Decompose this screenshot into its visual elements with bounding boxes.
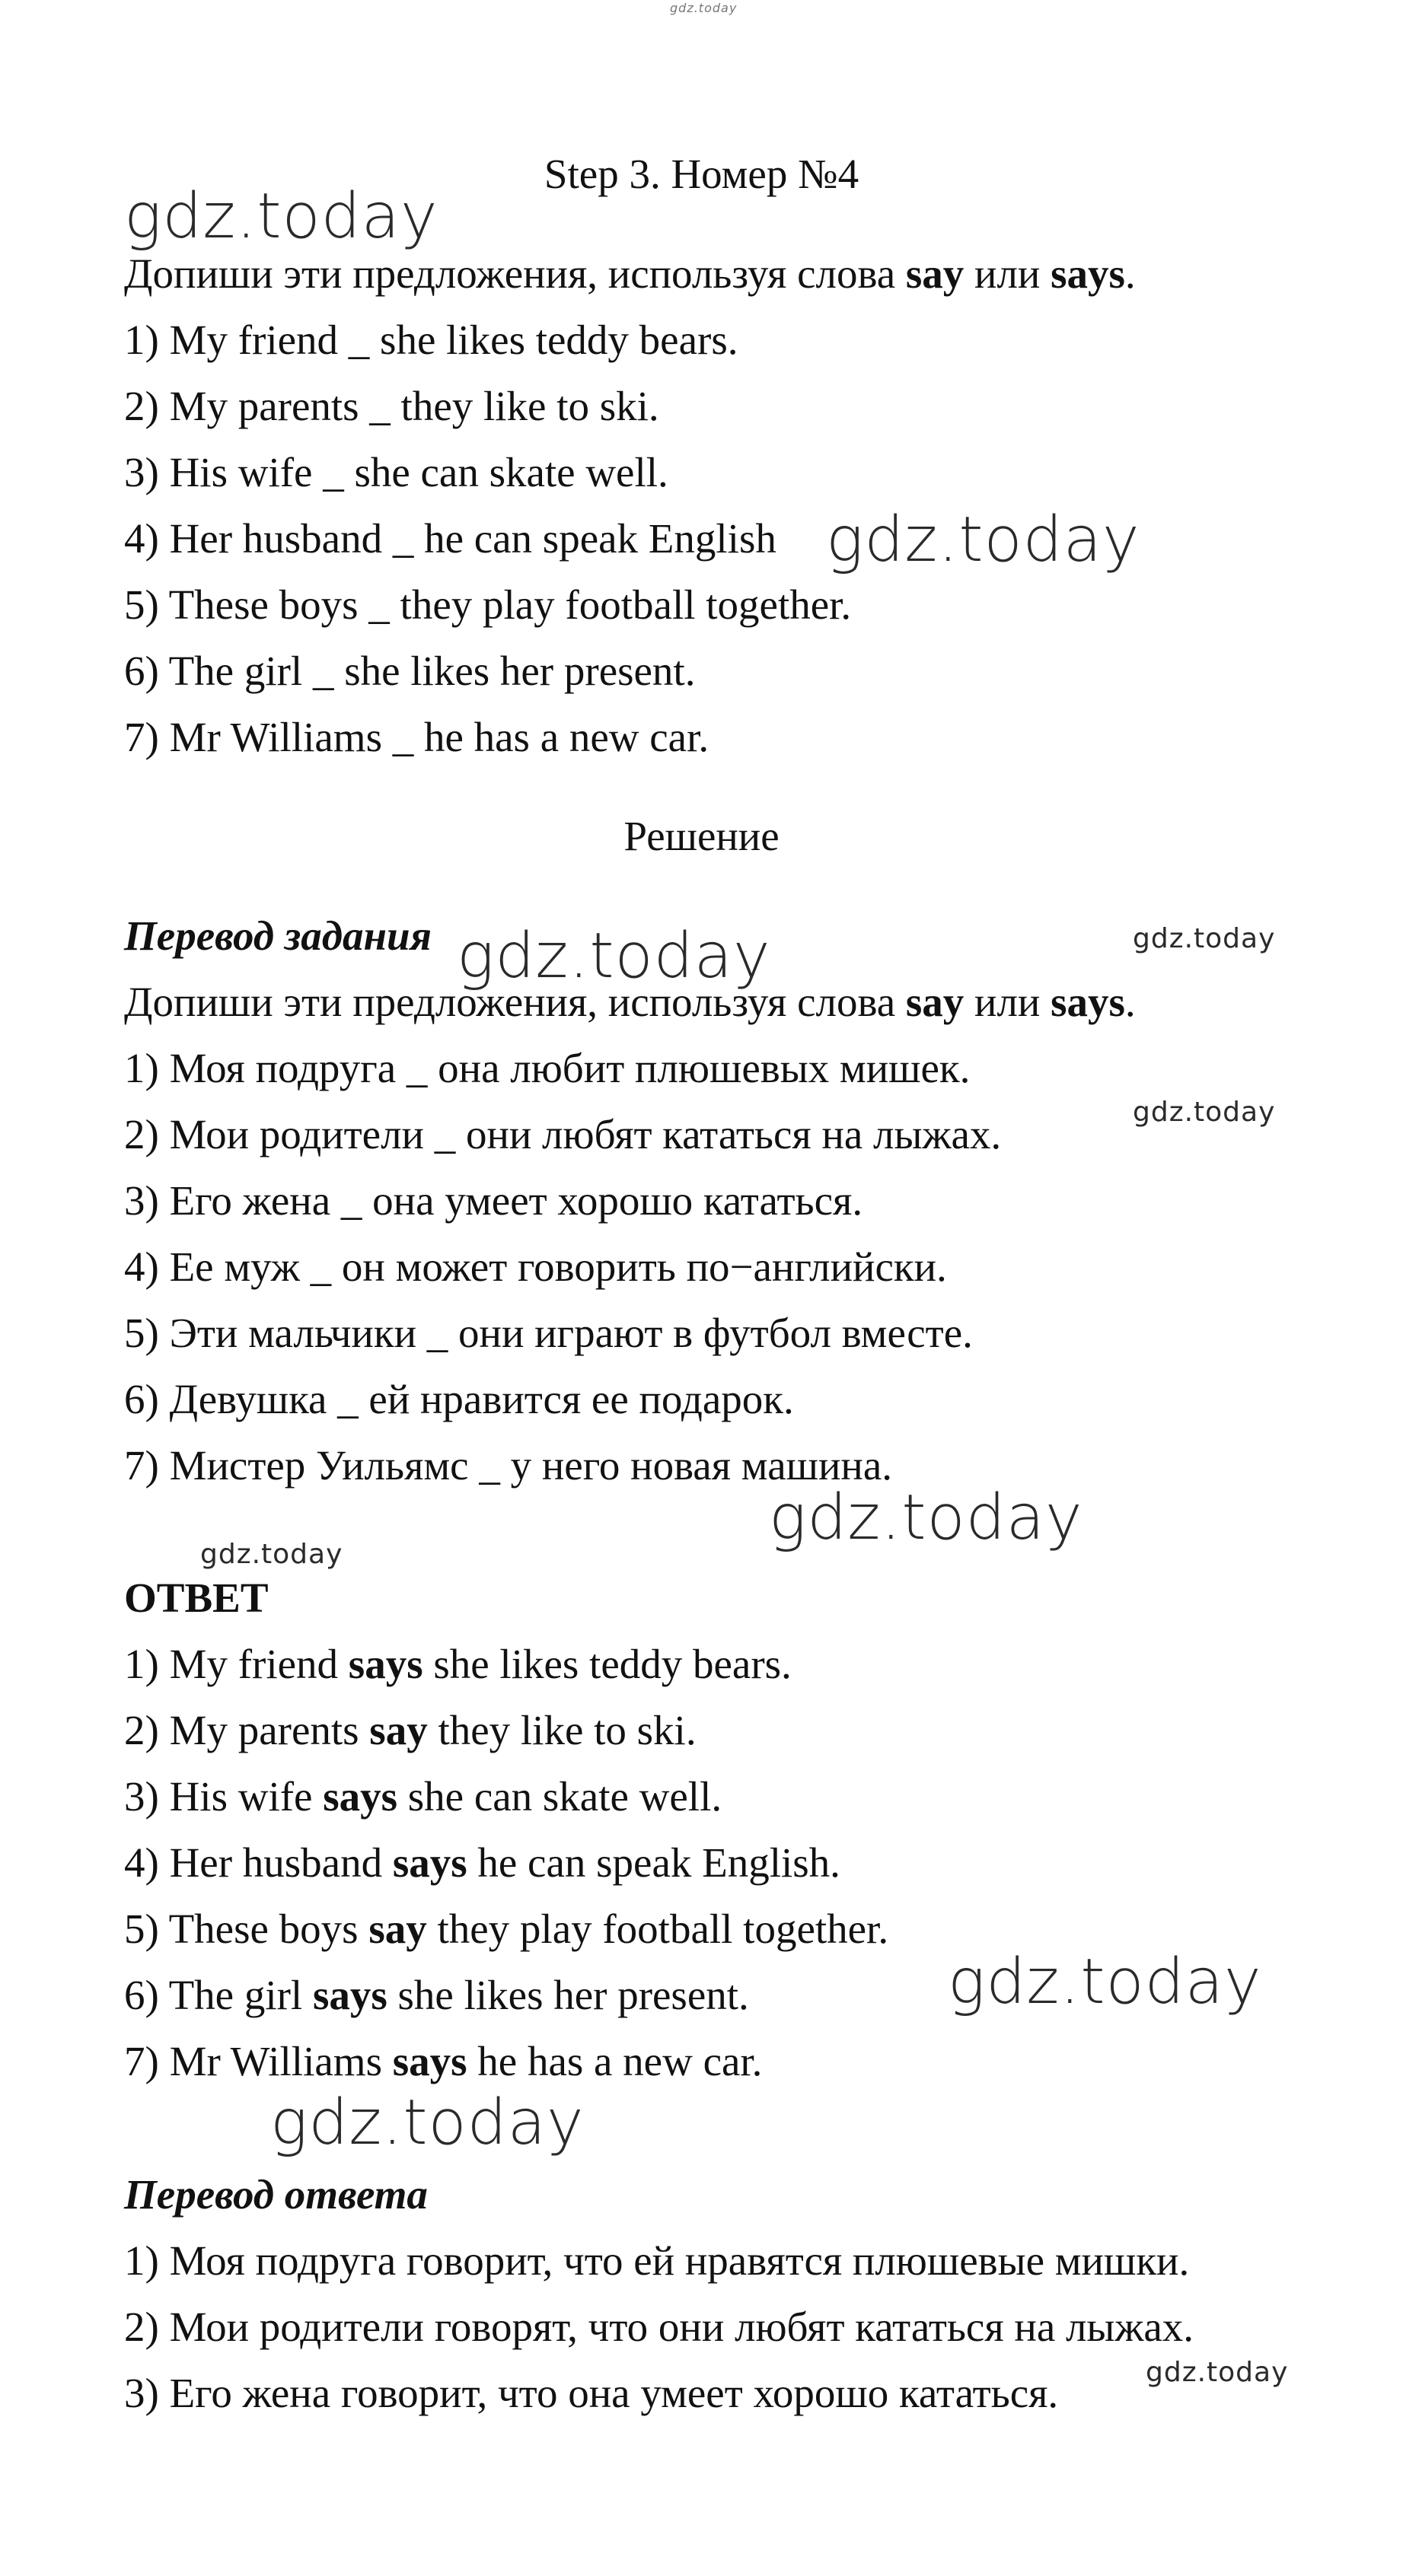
watermark: gdz.today: [826, 504, 1140, 576]
watermark: gdz.today: [948, 1946, 1262, 2018]
watermark: gdz.today: [1133, 923, 1276, 954]
task-item: 3) His wife _ she can skate well.: [124, 449, 668, 495]
answer-item: 7) Mr Williams says he has a new car.: [124, 2038, 763, 2084]
translation-item: 6) Девушка _ ей нравится ее подарок.: [124, 1376, 794, 1422]
translation-item: 7) Мистер Уильямс _ у него новая машина.: [124, 1442, 892, 1489]
answer-item: 2) My parents say they like to ski.: [124, 1707, 697, 1753]
answer-item: 4) Her husband says he can speak English.: [124, 1839, 840, 1886]
answer-translation-item: 3) Его жена говорит, что она умеет хорошо кататься.: [124, 2370, 1059, 2416]
answer-item: 5) These boys say they play football together.: [124, 1906, 889, 1952]
header-watermark: gdz.today: [670, 1, 738, 15]
solution-label: Решение: [623, 813, 780, 859]
answer-item: 1) My friend says she likes teddy bears.: [124, 1641, 792, 1687]
watermark: gdz.today: [769, 1482, 1083, 1554]
watermark: gdz.today: [200, 1539, 343, 1570]
watermark: gdz.today: [457, 920, 771, 992]
translation-item: 5) Эти мальчики _ они играют в футбол вместе.: [124, 1310, 973, 1356]
task-item: 1) My friend _ she likes teddy bears.: [124, 317, 738, 363]
watermark: gdz.today: [124, 180, 438, 253]
answer-item: 3) His wife says she can skate well.: [124, 1773, 722, 1820]
task-item: 5) These boys _ they play football together.: [124, 581, 852, 628]
task-item: 7) Mr Williams _ he has a new car.: [124, 714, 709, 760]
translation-item: 3) Его жена _ она умеет хорошо кататься.: [124, 1177, 863, 1224]
translation-item: 2) Мои родители _ они любят кататься на лыжах.: [124, 1111, 1002, 1157]
task-instruction: Допиши эти предложения, используя слова say или says.: [124, 250, 1136, 297]
answer-heading: ОТВЕТ: [124, 1575, 269, 1621]
task-item: 4) Her husband _ he can speak English: [124, 515, 776, 562]
translation-item: 1) Моя подруга _ она любит плюшевых мишек.: [124, 1045, 971, 1091]
page-title: Step 3. Номер №4: [544, 151, 859, 197]
translation-instruction: Допиши эти предложения, используя слова say или says.: [124, 979, 1136, 1025]
answer-translation-item: 2) Мои родители говорят, что они любят кататься на лыжах.: [124, 2304, 1194, 2350]
answer-translation-heading: Перевод ответа: [124, 2171, 428, 2218]
translation-item: 4) Ее муж _ он может говорить по−английски.: [124, 1243, 947, 1290]
watermark: gdz.today: [1146, 2357, 1289, 2388]
answer-translation-item: 1) Моя подруга говорит, что ей нравятся плюшевые мишки.: [124, 2237, 1190, 2284]
watermark: gdz.today: [270, 2087, 585, 2159]
task-item: 6) The girl _ she likes her present.: [124, 648, 696, 694]
translation-heading: Перевод задания: [124, 912, 432, 959]
answer-item: 6) The girl says she likes her present.: [124, 1972, 749, 2018]
task-item: 2) My parents _ they like to ski.: [124, 383, 659, 429]
watermark: gdz.today: [1133, 1097, 1276, 1128]
